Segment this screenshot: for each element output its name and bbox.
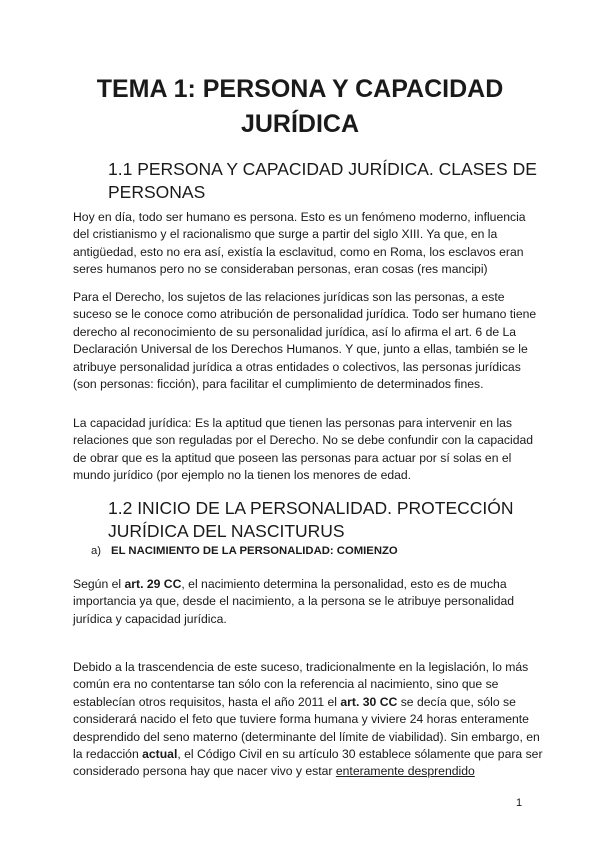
paragraph-art-29 xyxy=(73,576,543,628)
bold-word-actual: actual xyxy=(142,747,178,762)
text-run: Debido a la trascendencia de este suceso, tradicionalmente en la legislación, lo más común era no contentarse tan sólo con la referencia al nacimiento, sino que se establecían otros requisitos, hasta el año 2011 el xyxy=(73,660,529,709)
text-run: , el Código Civil en su artículo 30 establece sólamente que para ser considerado persona hay que nacer vivo y estar xyxy=(73,747,543,779)
text-run: Según el xyxy=(73,577,125,591)
paragraph-capacidad-juridica: La capacidad jurídica: Es la aptitud que tienen las personas para intervenir en las relaciones que son reguladas por el Derecho. No se debe confundir con la capacidad de obrar que es la aptitud que poseen las personas para actuar por sí solas en el mundo jurídico (por ejemplo no la tienen los menores de edad. xyxy=(73,416,534,483)
subsection-title: EL NACIMIENTO DE LA PERSONALIDAD: COMIENZO xyxy=(111,545,398,557)
paragraph-persona-intro: Hoy en día, todo ser humano es persona. Esto es un fenómeno moderno, influencia del cristianismo y el racionalismo que surge a partir del siglo XIII. Ya que, en la antigüedad, esto no era así, existía la esclavitud, como en Roma, los esclavos eran seres humanos pero no se consideraban personas, eran cosas (res mancipi) xyxy=(73,210,526,277)
text-run: , el nacimiento determina la personalidad, esto es de mucha importancia ya que, desde el nacimiento, a la persona se le atribuye personalidad jurídica y capacidad jurídica. xyxy=(73,577,515,626)
paragraph-derecho-sujetos: Para el Derecho, los sujetos de las relaciones jurídicas son las personas, a este suceso se le conoce como atribución de personalidad jurídica. Todo ser humano tiene derecho al reconocimiento de su personalidad jurídica, así lo afirma el art. 6 de La Declaración Universal de los Derechos Humanos. Y que, junto a ellas, también se le atribuye personalidad jurídica a otras entidades o colectivos, las personas jurídicas (son personas: ficción), para facilitar el cumplimiento de determinados fines. xyxy=(73,290,537,392)
subsection-heading-a xyxy=(91,543,398,559)
text-run: se decía que, sólo se considerará nacido el feto que tuviere forma humana y viviere 24 horas enteramente desprendido del seno materno (determinante del límite de viabilidad). Sin embargo, en la redacción xyxy=(73,694,540,762)
bold-reference-art-30: art. 30 CC xyxy=(340,694,398,709)
bold-reference-art-29: art. 29 CC xyxy=(124,577,182,591)
section-heading-1-2: 1.2 INICIO DE LA PERSONALIDAD. PROTECCIÓN JURÍDICA DEL NASCITURUS xyxy=(108,498,514,541)
section-heading-1-1: 1.1 PERSONA Y CAPACIDAD JURÍDICA. CLASES DE PERSONAS xyxy=(108,159,537,202)
document-title: TEMA 1: PERSONA Y CAPACIDAD JURÍDICA xyxy=(96,75,504,138)
subsection-letter: a) xyxy=(91,545,102,557)
underlined-phrase: enteramente desprendido xyxy=(335,764,475,779)
paragraph-art-30 xyxy=(73,659,543,781)
page-number: 1 xyxy=(516,797,523,809)
